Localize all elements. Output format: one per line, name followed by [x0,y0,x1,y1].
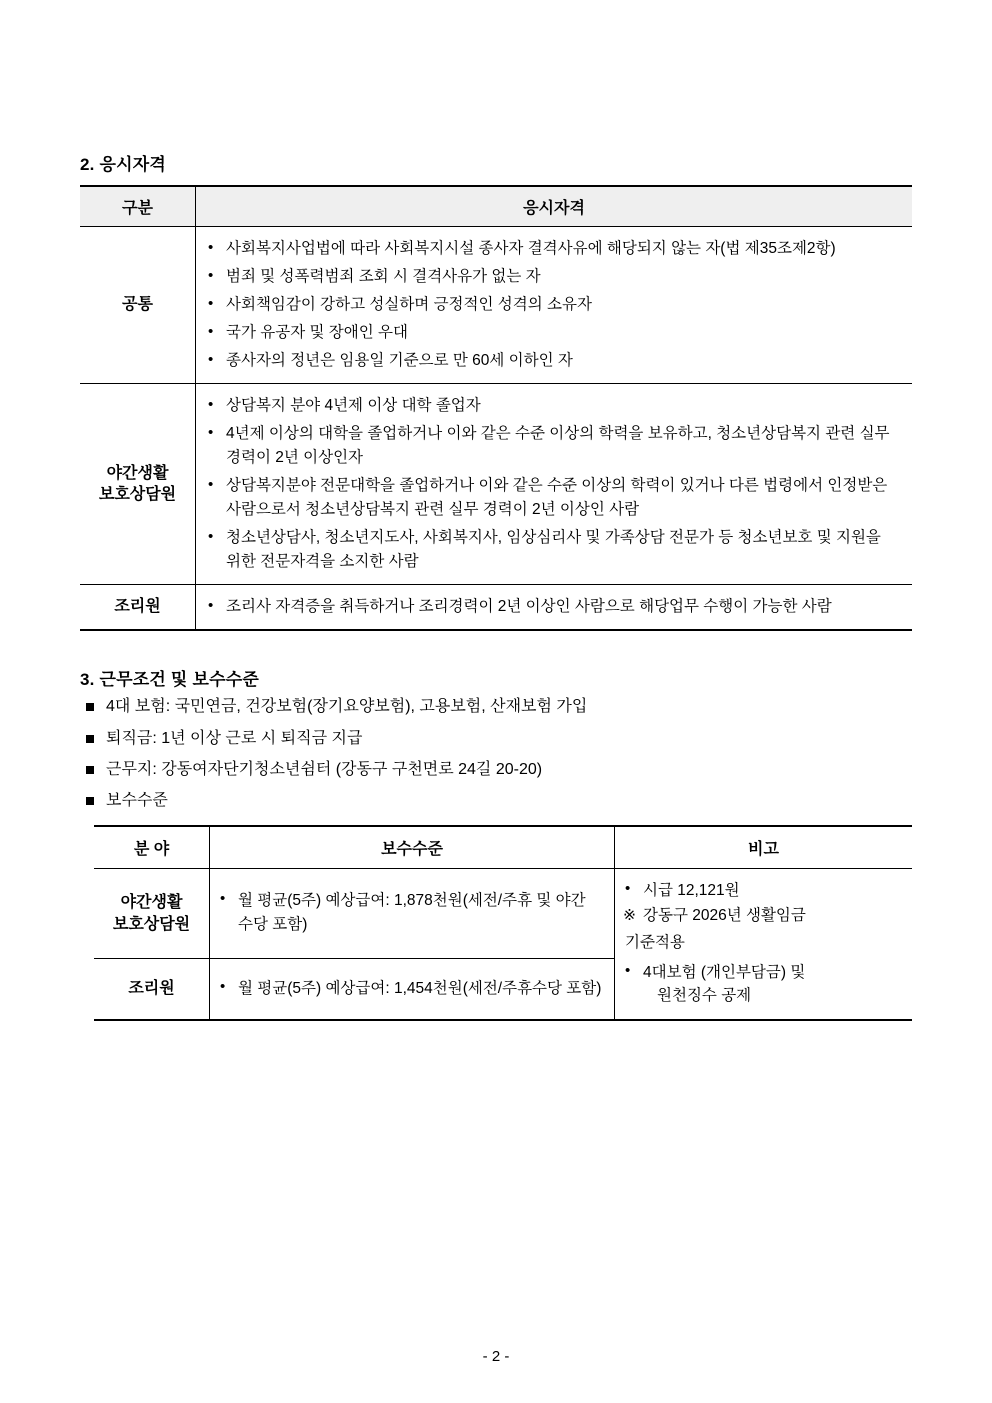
remark-insurance: 4대보험 (개인부담금) 및 [643,963,806,981]
column-header-remarks: 비고 [615,826,913,869]
table-row [80,227,912,384]
remark-note-star-sub: 기준적용 [625,934,685,952]
list-item: • 4년제 이상의 대학을 졸업하거나 이와 같은 수준 이상의 학력을 보유하고, 청소년상담복지 관련 실무경력이 2년 이상인자 [204,422,898,470]
list-item: 퇴직금: 1년 이상 근로 시 퇴직금 지급 [80,728,912,750]
qualification-table [80,185,912,631]
remark-note-star: ※ 강동구 2026년 생활임금 [621,904,904,927]
row-category-common: 공통 [80,227,196,384]
pay-row-amount-night-counselor [210,868,615,959]
column-header-field: 분 야 [94,826,210,869]
column-header-pay-level: 보수수준 [210,826,615,869]
list-item: • 시급 12,121원 [621,879,904,902]
page-number: - 2 - [482,1348,510,1365]
list-item [621,961,904,1008]
row-content-common [196,227,913,384]
list-item: • 조리사 자격증을 취득하거나 조리경력이 2년 이상인 사람으로 해당업무 수행이 가능한 사람 [204,595,898,619]
working-conditions-list [80,696,912,813]
bullet-list [204,237,898,373]
row-category-night-counselor [80,384,196,585]
table-row [80,585,912,631]
list-item: 근무지: 강동여자단기청소년쉼터 (강동구 구천면로 24길 20-20) [80,759,912,781]
column-header-category: 구분 [80,186,196,227]
pay-row-category-cook: 조리원 [94,959,210,1020]
bullet-list [621,879,904,902]
category-line-1: 야간생활 [120,894,183,912]
list-item: • 청소년상담사, 청소년지도사, 사회복지사, 임상심리사 및 가족상담 전문가 등 청소년보호 및 지원을 위한 전문자격을 소지한 사람 [204,526,898,574]
row-content-night-counselor [196,384,913,585]
pay-row-amount-cook [210,959,615,1020]
list-item: 보수수준 [80,790,912,812]
list-item: 4대 보험: 국민연금, 건강보험(장기요양보험), 고용보험, 산재보험 가입 [80,696,912,718]
remark-insurance-sub: 원천징수 공제 [657,986,752,1004]
section-3-heading: 3. 근무조건 및 보수수준 [80,670,259,690]
list-item: • 사회복지사업법에 따라 사회복지시설 종사자 결격사유에 해당되지 않는 자(법 제35조제2항) [204,237,898,261]
list-item: • 상담복지 분야 4년제 이상 대학 졸업자 [204,394,898,418]
table-header-row [94,826,912,869]
bullet-list [204,394,898,574]
list-item: • 종사자의 정년은 임용일 기준으로 만 60세 이하인 자 [204,349,898,373]
pay-table [94,825,912,1021]
row-content-cook [196,585,913,631]
list-item: • 월 평균(5주) 예상급여: 1,454천원(세전/주휴수당 포함) [216,977,604,1000]
category-line-1: 야간생활 [106,464,169,482]
category-line-2: 보호상담원 [98,486,177,504]
pay-remarks-cell [615,868,913,1020]
table-row [94,868,912,959]
pay-row-category-night-counselor [94,868,210,959]
list-item: • 국가 유공자 및 장애인 우대 [204,321,898,345]
bullet-list [216,889,604,936]
row-category-cook: 조리원 [80,585,196,631]
table-row [80,384,912,585]
list-item: • 월 평균(5주) 예상급여: 1,878천원(세전/주휴 및 야간 수당 포함) [216,889,604,936]
bullet-list [204,595,898,619]
section-2-heading: 2. 응시자격 [80,155,166,174]
bullet-list [621,961,904,1008]
list-item: • 사회책임감이 강하고 성실하며 긍정적인 성격의 소유자 [204,293,898,317]
table-header-row [80,186,912,227]
list-item: • 상담복지분야 전문대학을 졸업하거나 이와 같은 수준 이상의 학력이 있거나 다른 법령에서 인정받은 사람으로서 청소년상담복지 관련 실무 경력이 2년 이상인 사람 [204,474,898,522]
column-header-qualification: 응시자격 [196,186,913,227]
list-item: • 범죄 및 성폭력범죄 조회 시 결격사유가 없는 자 [204,265,898,289]
bullet-list [216,977,604,1000]
category-line-2: 보호상담원 [112,915,191,933]
